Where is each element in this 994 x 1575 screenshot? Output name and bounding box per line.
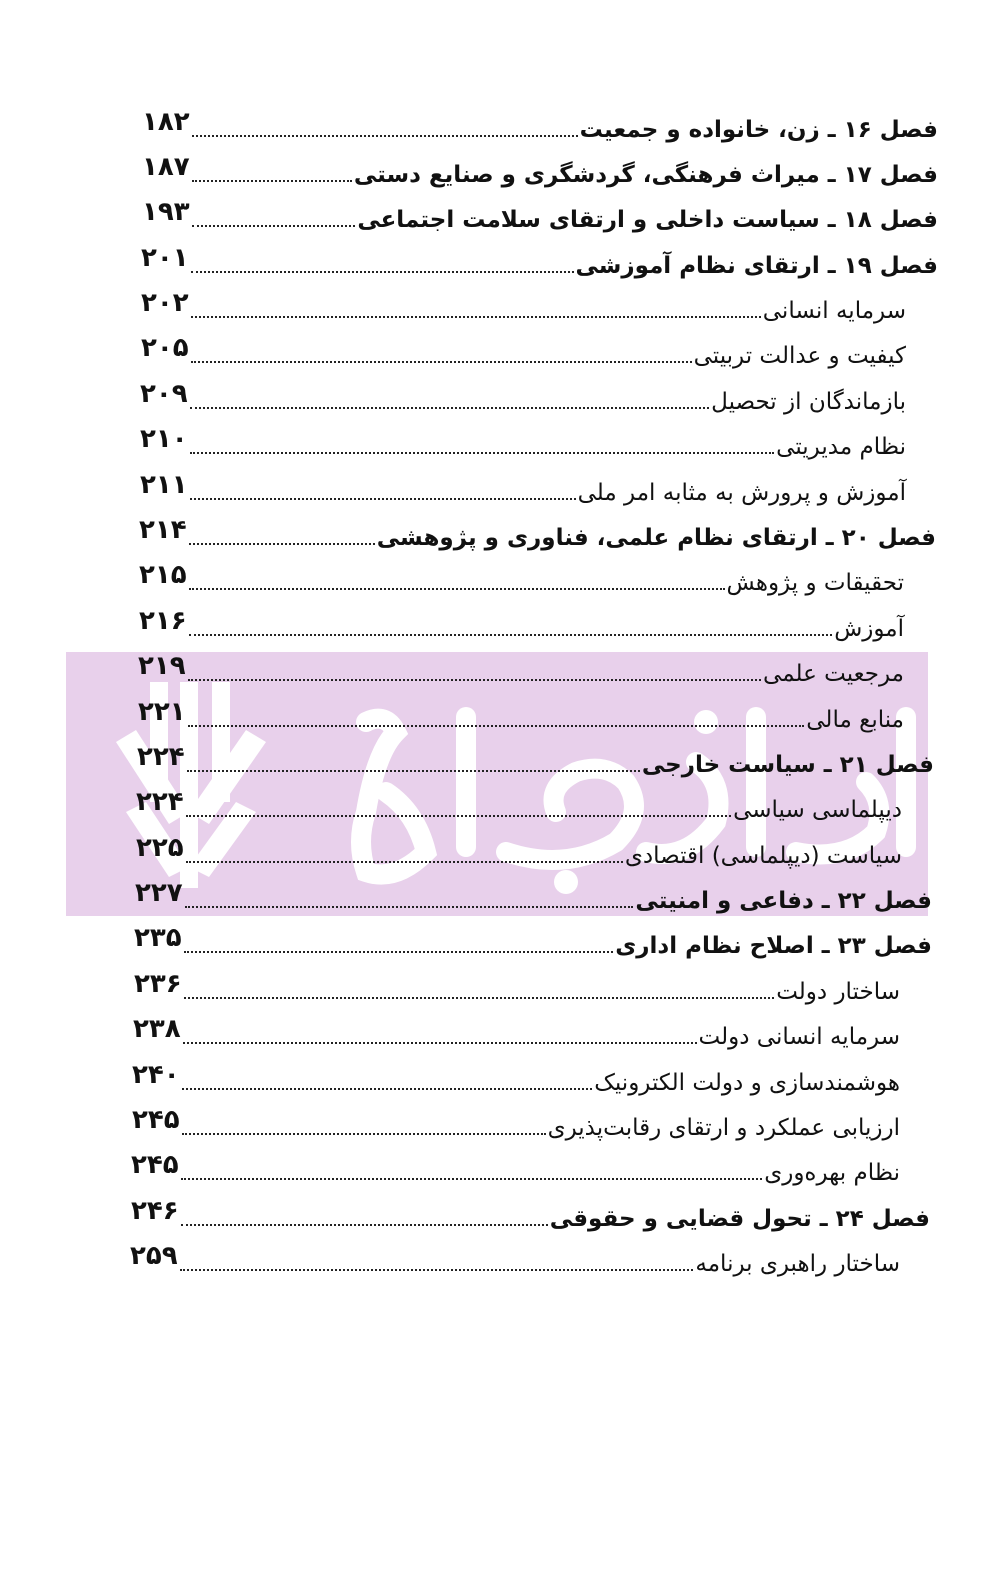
toc-dot-leader	[192, 135, 578, 137]
toc-dot-leader	[190, 452, 775, 454]
toc-entry-title: فصل ۱۶ ـ زن، خانواده و جمعیت	[579, 117, 938, 143]
toc-entry-title: ساختار دولت	[776, 979, 900, 1005]
toc-page-number: ۲۲۱	[138, 697, 186, 727]
toc-dot-leader	[182, 1133, 546, 1135]
toc-dot-leader	[191, 271, 574, 273]
toc-dot-leader	[191, 316, 761, 318]
toc-page-number: ۲۰۲	[141, 288, 189, 318]
toc-section-entry	[132, 1103, 900, 1143]
toc-entry-title: مرجعیت علمی	[763, 661, 904, 687]
toc-entry-title: فصل ۲۲ ـ دفاعی و امنیتی	[635, 888, 932, 914]
toc-section-entry	[140, 468, 906, 508]
toc-entry-title: تحقیقات و پژوهش	[726, 570, 904, 596]
toc-section-entry	[138, 649, 904, 689]
toc-section-entry	[139, 558, 904, 598]
toc-entry-title: سرمایه انسانی دولت	[698, 1024, 900, 1050]
toc-dot-leader	[183, 1042, 697, 1044]
toc-page-number: ۲۴۰	[132, 1060, 180, 1090]
toc-entry-title: منابع مالی	[806, 707, 904, 733]
toc-section-entry	[141, 331, 906, 371]
toc-page-number: ۲۱۶	[139, 606, 187, 636]
toc-chapter-entry	[139, 513, 936, 553]
toc-page-number: ۲۴۵	[132, 1105, 180, 1135]
toc-chapter-entry	[137, 740, 934, 780]
toc-page-number: ۲۱۰	[140, 424, 188, 454]
toc-page-number: ۲۰۵	[141, 333, 189, 363]
toc-page-number: ۲۱۴	[139, 515, 187, 545]
toc-entry-title: ارزیابی عملکرد و ارتقای رقابت‌پذیری	[547, 1115, 900, 1141]
toc-dot-leader	[192, 180, 352, 182]
toc-section-entry	[130, 1239, 900, 1279]
toc-chapter-entry	[142, 105, 938, 145]
toc-dot-leader	[181, 1224, 548, 1226]
toc-page-number: ۲۳۶	[134, 969, 182, 999]
toc-section-entry	[140, 422, 906, 462]
toc-dot-leader	[185, 906, 634, 908]
toc-entry-title: آموزش	[834, 616, 904, 642]
toc-dot-leader	[182, 1088, 593, 1090]
toc-page-number: ۲۱۵	[139, 560, 187, 590]
toc-page-number: ۲۰۹	[140, 379, 188, 409]
toc-chapter-entry	[142, 195, 938, 235]
toc-dot-leader	[186, 815, 731, 817]
toc-chapter-entry	[134, 921, 932, 961]
toc-entry-title: سیاست (دیپلماسی) اقتصادی	[624, 843, 902, 869]
toc-entry-title: بازماندگان از تحصیل	[711, 389, 906, 415]
toc-section-entry	[139, 604, 904, 644]
toc-dot-leader	[191, 361, 692, 363]
toc-page-number: ۲۱۹	[138, 651, 186, 681]
toc-entry-title: آموزش و پرورش به مثابه امر ملی	[577, 480, 906, 506]
toc-entry-title: فصل ۲۱ ـ سیاست خارجی	[641, 752, 934, 778]
toc-entry-title: سرمایه انسانی	[762, 298, 906, 324]
toc-entry-title: فصل ۲۰ ـ ارتقای نظام علمی، فناوری و پژوهشی	[376, 525, 936, 551]
toc-page-number: ۱۸۲	[142, 107, 190, 137]
toc-entry-title: فصل ۱۷ ـ میراث فرهنگی، گردشگری و صنایع دستی	[353, 162, 938, 188]
toc-page-number: ۲۲۵	[136, 833, 184, 863]
toc-entry-title: فصل ۲۴ ـ تحول قضایی و حقوقی	[549, 1206, 930, 1232]
toc-dot-leader	[189, 588, 725, 590]
toc-dot-leader	[190, 407, 710, 409]
toc-page-number: ۲۲۴	[137, 742, 185, 772]
toc-dot-leader	[190, 498, 576, 500]
toc-chapter-entry	[131, 1194, 930, 1234]
toc-section-entry	[138, 695, 904, 735]
toc-page-number: ۲۵۹	[130, 1241, 178, 1271]
toc-entry-title: نظام بهره‌وری	[764, 1160, 900, 1186]
toc-page-number: ۲۱۱	[140, 470, 188, 500]
toc-dot-leader	[192, 225, 356, 227]
toc-section-entry	[140, 377, 906, 417]
toc-page-number: ۲۲۷	[135, 878, 183, 908]
toc-entry-title: فصل ۲۳ ـ اصلاح نظام اداری	[615, 933, 932, 959]
toc-entry-title: فصل ۱۹ ـ ارتقای نظام آموزشی	[575, 253, 938, 279]
toc-page-number: ۲۳۵	[134, 923, 182, 953]
toc-entry-title: فصل ۱۸ ـ سیاست داخلی و ارتقای سلامت اجتماعی	[357, 207, 938, 233]
toc-dot-leader	[189, 543, 375, 545]
toc-page-number: ۲۴۵	[131, 1150, 179, 1180]
toc-chapter-entry	[135, 876, 932, 916]
toc-dot-leader	[186, 861, 623, 863]
toc-page-number: ۲۴۶	[131, 1196, 179, 1226]
toc-dot-leader	[187, 770, 640, 772]
toc-dot-leader	[184, 951, 614, 953]
toc-dot-leader	[180, 1269, 694, 1271]
toc-chapter-entry	[142, 150, 938, 190]
toc-page-number: ۱۸۷	[142, 152, 190, 182]
toc-dot-leader	[188, 679, 761, 681]
toc-section-entry	[131, 1148, 900, 1188]
toc-page-number: ۲۳۸	[133, 1014, 181, 1044]
toc-page-number: ۲۰۱	[141, 243, 189, 273]
toc-section-entry	[132, 1058, 900, 1098]
toc-entry-title: هوشمندسازی و دولت الکترونیک	[594, 1070, 900, 1096]
toc-entry-title: نظام مدیریتی	[776, 434, 906, 460]
toc-dot-leader	[188, 725, 805, 727]
toc-chapter-entry	[141, 241, 938, 281]
toc-section-entry	[134, 967, 900, 1007]
toc-entry-title: دیپلماسی سیاسی	[733, 797, 902, 823]
toc-entry-title: کیفیت و عدالت تربیتی	[693, 343, 906, 369]
toc-entry-title: ساختار راهبری برنامه	[695, 1251, 900, 1277]
toc-page-number: ۲۲۴	[136, 787, 184, 817]
toc-dot-leader	[189, 634, 833, 636]
toc-dot-leader	[184, 997, 775, 999]
toc-section-entry	[136, 785, 902, 825]
toc-section-entry	[136, 831, 902, 871]
toc-section-entry	[133, 1012, 900, 1052]
toc-dot-leader	[181, 1178, 763, 1180]
toc-page-number: ۱۹۳	[142, 197, 190, 227]
toc-section-entry	[141, 286, 906, 326]
